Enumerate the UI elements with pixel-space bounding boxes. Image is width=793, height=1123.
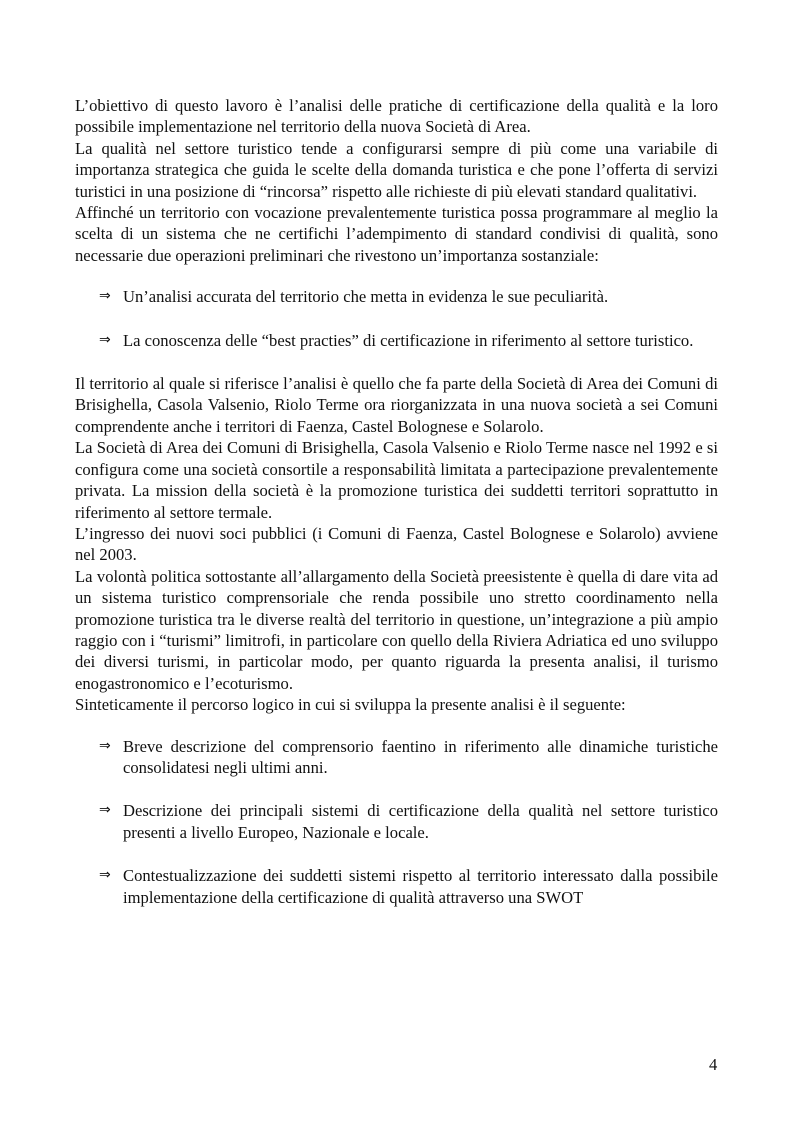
step-text: Descrizione dei principali sistemi di certificazione della qualità nel settore turistico presenti a livello Europeo, Nazionale e locale. [123,801,718,842]
arrow-icon: ⇒ [99,867,111,884]
arrow-icon: ⇒ [99,288,111,305]
context-paragraph-society: La Società di Area dei Comuni di Brisighella, Casola Valsenio e Riolo Terme nasce nel 1992 e si configura come una società consortile a responsabilità limitata a partecipazione prevalentemente privata. La mission della società è la promozione turistica dei suddetti territori soprattutto in riferimento al settore termale. [75,438,718,522]
page-number: 4 [709,1055,718,1074]
arrow-icon: ⇒ [99,331,111,348]
arrow-icon: ⇒ [99,737,111,754]
context-paragraph-policy: La volontà politica sottostante all’allargamento della Società preesistente è quella di dare vita ad un sistema turistico comprensoriale che renda possibile uno stretto coordinamento nella promozione turistica tra le diverse realtà del territorio in questione, un’integrazione a più ampio raggio con i “turismi” limitrofi, in particolare con quello della Riviera Adriatica ed uno sviluppo dei diversi turismi, in particolar modo, per quanto riguarda la presenta analisi, il turismo enogastronomico e l’ecoturismo. [75,566,718,693]
arrow-icon: ⇒ [99,802,111,819]
list-item [75,800,718,843]
intro-paragraph-objective: L’obiettivo di questo lavoro è l’analisi delle pratiche di certificazione della qualità e la loro possibile implementazione nel territorio della nuova Società di Area. [75,96,718,137]
context-paragraph-new-partners: L’ingresso dei nuovi soci pubblici (i Comuni di Faenza, Castel Bolognese e Solarolo) avviene nel 2003. [75,523,718,565]
list-item [75,736,718,779]
list-item [75,865,718,908]
intro-paragraph-operations: Affinché un territorio con vocazione prevalentemente turistica possa programmare al meglio la scelta di un sistema che ne certifichi l’adempimento di standard condivisi di qualità, sono necessarie due operazioni preliminari che rivestono un’importanza sostanziale: [75,203,718,265]
steps-list [75,736,718,908]
list-item [75,330,718,351]
list-item [75,286,718,307]
context-paragraph-logic: Sinteticamente il percorso logico in cui si sviluppa la presente analisi è il seguente: [75,695,626,715]
operation-text: Un’analisi accurata del territorio che metta in evidenza le sue peculiarità. [123,287,609,307]
operation-text: La conoscenza delle “best practies” di certificazione in riferimento al settore turistico. [123,330,694,350]
intro-paragraph-quality: La qualità nel settore turistico tende a configurarsi sempre di più come una variabile di importanza strategica che guida le scelte della domanda turistica e che pone l’offerta di servizi turistici in una posizione di “rincorsa” rispetto alle richieste di più elevati standard qualitativi. [75,138,718,201]
context-paragraph-territory: Il territorio al quale si riferisce l’analisi è quello che fa parte della Società di Area dei Comuni di Brisighella, Casola Valsenio, Riolo Terme ora riorganizzata in una nuova società a sei Comuni comprendente anche i territori di Faenza, Castel Bolognese e Solarolo. [75,374,718,436]
page-body [75,95,718,908]
operations-list [75,286,718,351]
step-text: Contestualizzazione dei suddetti sistemi rispetto al territorio interessato dalla possibile implementazione della certificazione di qualità attraverso una SWOT [123,866,718,907]
step-text: Breve descrizione del comprensorio faentino in riferimento alle dinamiche turistiche consolidatesi negli ultimi anni. [123,736,718,777]
